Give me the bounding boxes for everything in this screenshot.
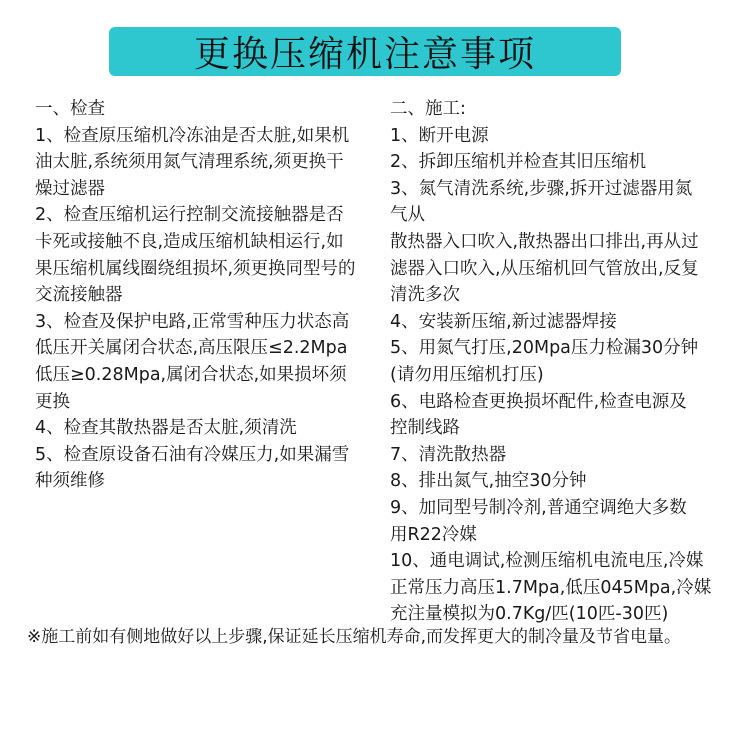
construction-section [390,96,720,628]
construction-line: 4、安装新压缩,新过滤器焊接 [390,311,617,332]
construction-line: 7、清洗散热器 [390,444,507,465]
inspection-line: 交流接触器 [35,285,123,306]
construction-line: 3、氮气清洗系统,步骤,拆开过滤器用氮 [390,178,693,199]
inspection-line: 5、检查原设备石油有冷媒压力,如果漏雪 [35,444,350,465]
construction-line: 6、电路检查更换损坏配件,检查电源及 [390,391,687,412]
inspection-line: 燥过滤器 [35,178,105,199]
inspection-line: 1、检查原压缩机冷冻油是否太脏,如果机 [35,125,350,146]
inspection-line: 2、检查压缩机运行控制交流接触器是否 [35,205,344,226]
construction-line: 充注量模拟为0.7Kg/匹(10匹-30匹) [390,604,669,625]
construction-line: 控制线路 [390,418,460,439]
construction-line: 5、用氮气打压,20Mpa压力检漏30分钟 [390,338,699,359]
construction-line: 1、断开电源 [390,125,489,146]
construction-line: 8、排出氮气,抽空30分钟 [390,471,587,492]
inspection-line: 果压缩机属线圈绕组损坏,须更换同型号的 [35,258,356,279]
construction-line: (请勿用压缩机打压) [390,364,544,385]
inspection-line: 种须维修 [35,471,105,492]
construction-line: 气从 [390,205,425,226]
inspection-line: 低压开关属闭合状态,高压限压≤2.2Mpa [35,338,348,359]
construction-heading: 二、施工: [390,99,466,119]
construction-line: 9、加同型号制冷剂,普通空调绝大多数 [390,497,687,518]
title-banner [109,27,621,76]
inspection-line: 3、检查及保护电路,正常雪种压力状态高 [35,311,350,332]
inspection-heading: 一、检查 [35,99,105,119]
inspection-line: 更换 [35,391,70,412]
inspection-line: 卡死或接触不良,造成压缩机缺相运行,如 [35,231,344,252]
construction-line: 10、通电调试,检测压缩机电流电压,冷媒 [390,551,704,572]
inspection-line: 低压≥0.28Mpa,属闭合状态,如果损坏须 [35,364,347,385]
inspection-line: 4、检查其散热器是否太脏,须清洗 [35,418,297,439]
construction-line: 正常压力高压1.7Mpa,低压045Mpa,冷媒 [390,577,712,598]
construction-line: 滤器入口吹入,从压缩机回气管放出,反复 [390,258,699,279]
construction-line: 散热器入口吹入,散热器出口排出,再从过 [390,231,699,252]
construction-line: 清洗多次 [390,285,460,306]
footnote: ※施工前如有侧地做好以上步骤,保证延长压缩机寿命,而发挥更大的制冷量及节省电量。 [27,627,682,647]
page-title: 更换压缩机注意事项 [193,34,536,75]
construction-line: 用R22冷媒 [390,524,477,545]
construction-line: 2、拆卸压缩机并检查其旧压缩机 [390,152,647,173]
inspection-section [35,96,365,495]
inspection-line: 油太脏,系统须用氮气清理系统,须更换干 [35,152,344,173]
